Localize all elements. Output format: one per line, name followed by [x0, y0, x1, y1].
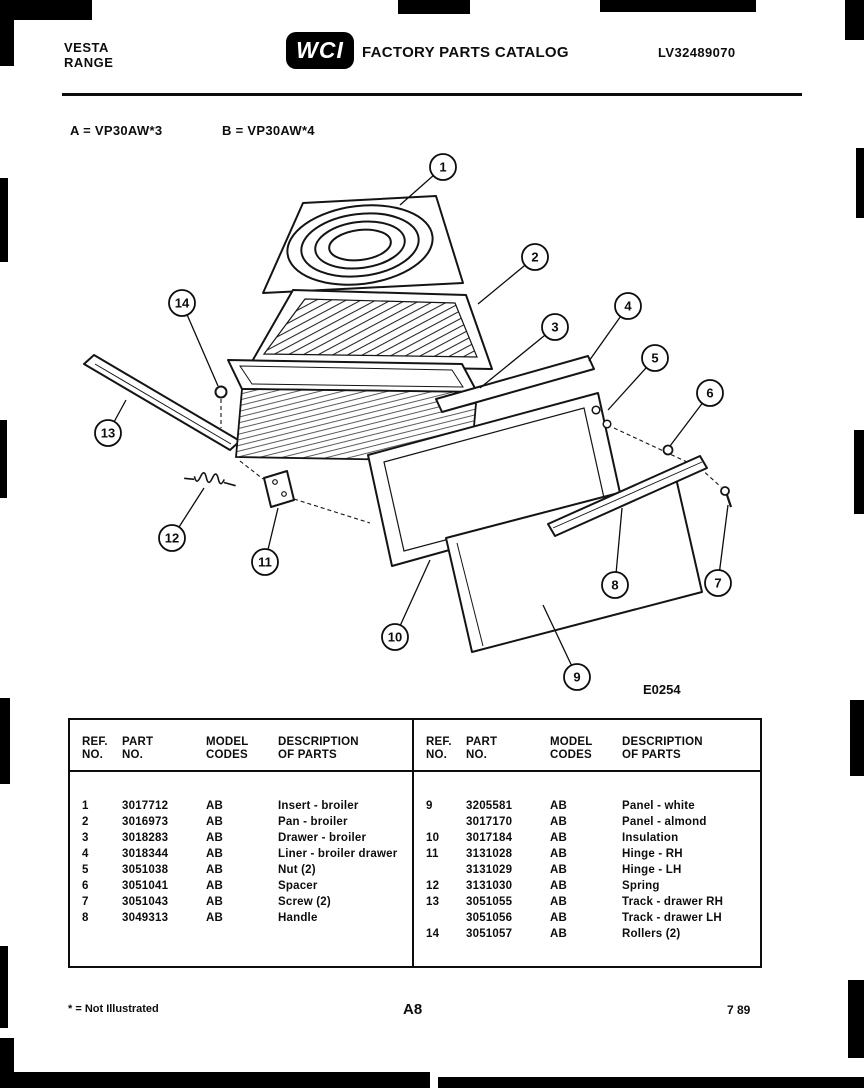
brand-line-1: VESTA	[64, 40, 109, 55]
brand-name	[64, 40, 113, 70]
cell-desc: Panel - white	[622, 800, 695, 812]
table-row	[70, 800, 412, 816]
cell-ref: 14	[426, 928, 440, 940]
broiler-pan-part	[250, 290, 492, 369]
parts-table-left	[70, 720, 412, 966]
cell-part: 3131029	[466, 864, 513, 876]
cell-desc: Screw (2)	[278, 896, 331, 908]
callout-number: 7	[714, 575, 722, 591]
cell-desc: Handle	[278, 912, 318, 924]
table-row	[414, 832, 760, 848]
cell-ref: 7	[82, 896, 89, 908]
header-ref-no: REF. NO.	[82, 736, 108, 761]
model-a: A = VP30AW*3	[70, 123, 163, 138]
cell-desc: Hinge - LH	[622, 864, 682, 876]
model-b: B = VP30AW*4	[222, 123, 315, 138]
cell-ref: 5	[82, 864, 89, 876]
scan-mark	[845, 0, 864, 40]
screw-part	[721, 487, 731, 507]
cell-ref: 1	[82, 800, 89, 812]
table-row	[70, 816, 412, 832]
cell-desc: Hinge - RH	[622, 848, 683, 860]
parts-table	[68, 718, 762, 968]
cell-model: AB	[550, 912, 568, 924]
table-row	[414, 848, 760, 864]
cell-ref	[426, 864, 466, 880]
scan-mark	[0, 946, 8, 1028]
header-part-no: PART NO.	[466, 736, 498, 761]
cell-part: 3018344	[122, 848, 169, 860]
figure-code: E0254	[643, 682, 681, 697]
cell-model: AB	[206, 800, 224, 812]
issue-date: 7 89	[727, 1003, 751, 1017]
table-row	[414, 800, 760, 816]
cell-part: 3017712	[122, 800, 169, 812]
cell-ref: 8	[82, 912, 89, 924]
rows-right	[414, 800, 760, 944]
broiler-insert-part	[263, 196, 463, 293]
table-row	[70, 848, 412, 864]
cell-part: 3051043	[122, 896, 169, 908]
cell-part: 3051057	[466, 928, 513, 940]
cell-desc: Track - drawer RH	[622, 896, 724, 908]
header-part-no: PART NO.	[122, 736, 154, 761]
header-description: DESCRIPTION OF PARTS	[622, 736, 703, 761]
wci-logo-text: WCI	[296, 37, 344, 63]
not-illustrated-note: * = Not Illustrated	[68, 1003, 159, 1015]
cell-part: 3051041	[122, 880, 169, 892]
catalog-title: FACTORY PARTS CATALOG	[362, 44, 569, 61]
cell-model: AB	[206, 816, 224, 828]
cell-model: AB	[550, 880, 568, 892]
table-row	[70, 864, 412, 880]
hinge-part	[264, 471, 294, 507]
cell-model: AB	[206, 880, 224, 892]
parts-table-right	[414, 720, 760, 966]
scan-mark	[848, 980, 864, 1058]
nut-part	[664, 446, 673, 455]
cell-desc: Spring	[622, 880, 660, 892]
callout-number: 10	[387, 629, 403, 645]
cell-part: 3049313	[122, 912, 169, 924]
header-description: DESCRIPTION OF PARTS	[278, 736, 359, 761]
cell-part: 3017184	[466, 832, 513, 844]
cell-ref	[426, 912, 466, 928]
table-row	[414, 928, 760, 944]
cell-desc: Liner - broiler drawer	[278, 848, 398, 860]
roller-part	[216, 387, 227, 429]
cell-desc: Pan - broiler	[278, 816, 348, 828]
cell-ref: 12	[426, 880, 440, 892]
cell-part: 3205581	[466, 800, 513, 812]
cell-model: AB	[550, 896, 568, 908]
cell-ref	[426, 816, 466, 832]
cell-model: AB	[550, 928, 568, 940]
scan-mark	[398, 0, 470, 14]
callout-number: 5	[651, 350, 659, 366]
cell-part: 3018283	[122, 832, 169, 844]
table-row	[414, 864, 760, 880]
cell-desc: Nut (2)	[278, 864, 316, 876]
cell-part: 3051038	[122, 864, 169, 876]
cell-part: 3017170	[466, 816, 513, 828]
cell-ref: 9	[426, 800, 433, 812]
cell-desc: Insert - broiler	[278, 800, 359, 812]
header-rule	[62, 93, 802, 96]
cell-desc: Track - drawer LH	[622, 912, 722, 924]
table-row	[414, 896, 760, 912]
callout-number: 14	[174, 295, 190, 311]
table-header-left	[70, 720, 412, 772]
header-model-codes: MODEL CODES	[550, 736, 593, 761]
wci-logo	[286, 32, 354, 69]
cell-model: AB	[206, 896, 224, 908]
table-row	[70, 832, 412, 848]
callout-number: 4	[624, 298, 632, 314]
callout-number: 6	[706, 385, 714, 401]
header-ref-no: REF. NO.	[426, 736, 452, 761]
cell-model: AB	[206, 912, 224, 924]
scan-mark	[438, 1077, 864, 1088]
callout-number: 11	[258, 554, 272, 570]
brand-line-2: RANGE	[64, 55, 114, 70]
callout-number: 2	[531, 249, 539, 265]
cell-model: AB	[550, 800, 568, 812]
cell-ref: 11	[426, 848, 439, 860]
cell-model: AB	[550, 848, 568, 860]
callout-number: 13	[100, 425, 116, 441]
cell-model: AB	[206, 864, 224, 876]
scan-mark	[0, 1072, 430, 1088]
callout-number: 8	[611, 577, 619, 593]
cell-part: 3131028	[466, 848, 513, 860]
cell-ref: 13	[426, 896, 440, 908]
cell-model: AB	[550, 832, 568, 844]
cell-model: AB	[206, 832, 224, 844]
header-model-codes: MODEL CODES	[206, 736, 249, 761]
cell-desc: Spacer	[278, 880, 318, 892]
cell-ref: 10	[426, 832, 440, 844]
table-row	[414, 816, 760, 832]
callout-number: 9	[573, 669, 581, 685]
cell-part: 3051056	[466, 912, 513, 924]
scan-mark	[0, 0, 14, 66]
cell-ref: 6	[82, 880, 89, 892]
callout-number: 12	[164, 530, 180, 546]
table-row	[70, 896, 412, 912]
table-row	[414, 880, 760, 896]
table-header-right	[414, 720, 760, 772]
cell-model: AB	[550, 864, 568, 876]
cell-part: 3051055	[466, 896, 513, 908]
table-row	[414, 912, 760, 928]
table-row	[70, 880, 412, 896]
callout-number: 3	[551, 319, 559, 335]
document-number: LV32489070	[658, 45, 736, 60]
exploded-diagram	[0, 130, 864, 720]
rows-left	[70, 800, 412, 928]
scan-mark	[600, 0, 756, 12]
cell-ref: 4	[82, 848, 89, 860]
cell-desc: Insulation	[622, 832, 679, 844]
cell-ref: 2	[82, 816, 89, 828]
cell-ref: 3	[82, 832, 89, 844]
table-row	[70, 912, 412, 928]
cell-model: AB	[550, 816, 568, 828]
callout-number: 1	[439, 159, 447, 175]
cell-desc: Drawer - broiler	[278, 832, 367, 844]
cell-desc: Rollers (2)	[622, 928, 681, 940]
spring-part	[184, 471, 237, 486]
cell-model: AB	[206, 848, 224, 860]
page-number: A8	[403, 1001, 423, 1018]
cell-part: 3131030	[466, 880, 513, 892]
cell-part: 3016973	[122, 816, 169, 828]
cell-desc: Panel - almond	[622, 816, 707, 828]
